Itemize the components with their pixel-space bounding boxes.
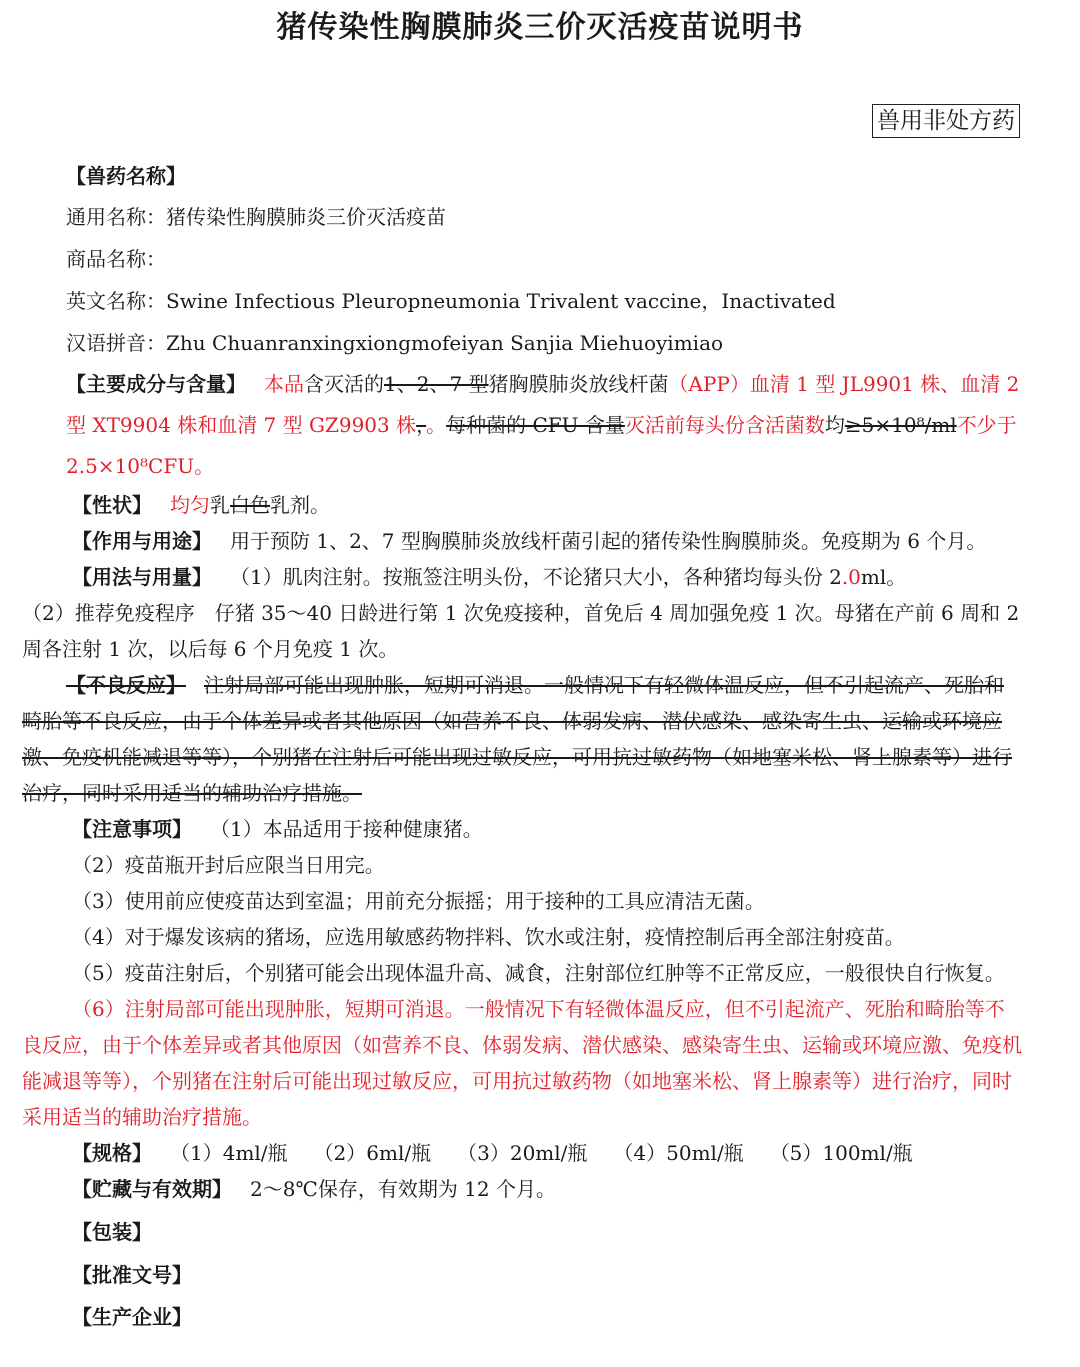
generic-name: 通用名称：猪传染性胸膜肺炎三价灭活疫苗 — [66, 205, 446, 229]
note-6: （6）注射局部可能出现肿胀，短期可消退。一般情况下有轻微体温反应，但不引起流产、死胎和畸胎等不良反应，由于个体差异或者其他原因（如营养不良、体弱发病、潜伏感染、感染寄生虫、运输或环境应激、免疫机能减退等等），个别猪在注射后可能出现过敏反应，可用抗过敏药物（如地塞米松、肾上腺素等）进行治疗，同时采用适当的辅助治疗措施。 — [22, 997, 1022, 1129]
notes-paragraph: 【注意事项】 （1）本品适用于接种健康猪。 — [72, 817, 483, 841]
spec-item: （1）4ml/瓶 — [170, 1141, 288, 1165]
usage-paragraph: 【作用与用途】 用于预防 1、2、7 型胸膜肺炎放线杆菌引起的猪传染性胸膜肺炎。免疫期为 6 个月。 — [72, 529, 987, 553]
heading-usage: 【作用与用途】 — [72, 529, 212, 553]
adverse-paragraph: 【不良反应】 注射局部可能出现肿胀，短期可消退。一般情况下有轻微体温反应，但不引起流产、死胎和畸胎等不良反应，由于个体差异或者其他原因（如营养不良、体弱发病、潜伏感染、感染寄生虫、运输或环境应激、免疫机能减退等等），个别猪在注射后可能出现过敏反应，可用抗过敏药物（如地塞米松、肾上腺素等）进行治疗，同时采用适当的辅助治疗措施。 — [22, 673, 1012, 805]
heading-manufacturer: 【生产企业】 — [72, 1305, 192, 1329]
heading-spec: 【规格】 — [72, 1141, 152, 1165]
heading-storage: 【贮藏与有效期】 — [72, 1177, 232, 1201]
heading-packaging: 【包装】 — [72, 1220, 152, 1244]
heading-adverse: 【不良反应】 — [66, 673, 186, 697]
document-title: 猪传染性胸膜肺炎三价灭活疫苗说明书 — [276, 10, 804, 45]
dosage-schedule: （2）推荐免疫程序 仔猪 35～40 日龄进行第 1 次免疫接种，首免后 4 周加强免疫 1 次。母猪在产前 6 周和 2 周各注射 1 次，以后每 6 个月免疫 1 次。 — [22, 601, 1020, 661]
heading-composition: 【主要成分与含量】 — [66, 372, 246, 396]
storage-paragraph: 【贮藏与有效期】 2～8℃保存，有效期为 12 个月。 — [72, 1177, 556, 1201]
composition-paragraph: 【主要成分与含量】 本品含灭活的1、2、7 型猪胸膜肺炎放线杆菌（APP）血清 1 型 JL9901 株、血清 2 型 XT9904 株和血清 7 型 GZ9903 株，。每种菌的 CFU 含量灭活前每头份含活菌数均≥5×10⁸/ml不少于 2.5×10⁸CFU。 — [66, 372, 1020, 478]
heading-dosage: 【用法与用量】 — [72, 565, 212, 589]
heading-character: 【性状】 — [72, 493, 152, 517]
spec-item: （3）20ml/瓶 — [457, 1141, 588, 1165]
note-4: （4）对于爆发该病的猪场，应选用敏感药物拌料、饮水或注射，疫情控制后再全部注射疫苗。 — [72, 925, 905, 949]
spec-item: （4）50ml/瓶 — [613, 1141, 744, 1165]
pinyin-name: 汉语拼音：Zhu Chuanranxingxiongmofeiyan Sanjia Miehuoyimiao — [66, 331, 724, 355]
note-5: （5）疫苗注射后，个别猪可能会出现体温升高、减食，注射部位红肿等不正常反应，一般很快自行恢复。 — [72, 961, 1005, 985]
heading-approval: 【批准文号】 — [72, 1263, 192, 1287]
heading-names: 【兽药名称】 — [66, 164, 186, 188]
spec-item: （5）100ml/瓶 — [769, 1141, 913, 1165]
document-body — [22, 156, 1022, 1338]
spec-paragraph — [22, 1135, 1022, 1171]
english-name: 英文名称：Swine Infectious Pleuropneumonia Trivalent vaccine，Inactivated — [66, 289, 836, 313]
spec-item: （2）6ml/瓶 — [313, 1141, 432, 1165]
trade-name: 商品名称： — [66, 247, 166, 271]
dosage-paragraph: 【用法与用量】 （1）肌肉注射。按瓶签注明头份，不论猪只大小，各种猪均每头份 2.0ml。 — [72, 565, 907, 589]
note-2: （2）疫苗瓶开封后应限当日用完。 — [72, 853, 385, 877]
heading-notes: 【注意事项】 — [72, 817, 192, 841]
otc-badge: 兽用非处方药 — [872, 104, 1020, 138]
character-paragraph: 【性状】 均匀乳白色乳剂。 — [72, 493, 330, 517]
note-3: （3）使用前应使疫苗达到室温；用前充分振摇；用于接种的工具应清洁无菌。 — [72, 889, 765, 913]
